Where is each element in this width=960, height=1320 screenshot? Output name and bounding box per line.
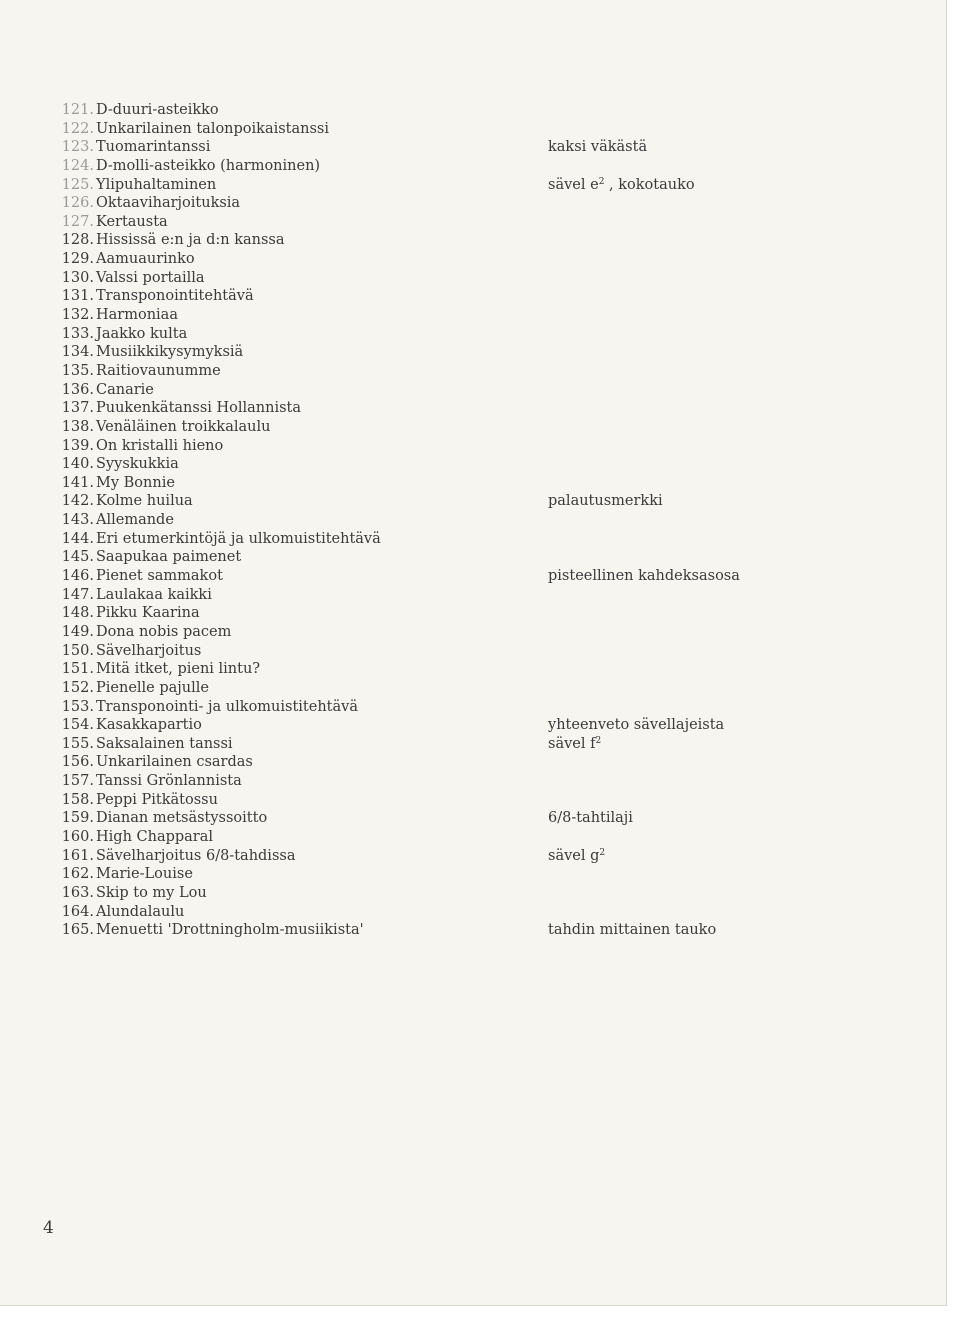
- entry-title: D-molli-asteikko (harmoninen): [96, 157, 321, 174]
- entry-title: Jaakko kulta: [96, 325, 188, 342]
- entry-title: Hississä e:n ja d:n kanssa: [96, 232, 285, 249]
- list-item: [58, 548, 758, 567]
- contents-list: [58, 101, 758, 940]
- entry-number: 149.: [61, 623, 94, 640]
- list-item: [58, 884, 758, 903]
- entry-title: Syyskukkia: [96, 456, 179, 473]
- list-item: [58, 437, 758, 456]
- entry-title: Transponointitehtävä: [96, 288, 254, 305]
- entry-note-text: sävel g: [548, 847, 600, 864]
- entry-number: 163.: [61, 884, 94, 901]
- list-item: [58, 586, 758, 605]
- entry-title: Marie-Louise: [96, 866, 193, 883]
- entry-number: 165.: [61, 922, 94, 939]
- list-item: [58, 847, 758, 866]
- entry-title: Oktaaviharjoituksia: [96, 195, 241, 212]
- entry-title: Valssi portailla: [96, 269, 205, 286]
- entry-title: Transponointi- ja ulkomuistitehtävä: [96, 698, 358, 715]
- entry-number: 131.: [61, 288, 94, 305]
- entry-note-text: 6/8-tahtilaji: [548, 810, 633, 827]
- entry-note: [548, 567, 740, 586]
- entry-number: 156.: [61, 754, 94, 771]
- list-item: [58, 287, 758, 306]
- list-item: [58, 903, 758, 922]
- list-item: [58, 604, 758, 623]
- entry-title: Allemande: [96, 512, 174, 529]
- entry-number: 162.: [61, 866, 94, 883]
- entry-number: 151.: [61, 661, 94, 678]
- entry-number: 152.: [61, 679, 94, 696]
- entry-title: Skip to my Lou: [96, 884, 207, 901]
- list-item: [58, 399, 758, 418]
- entry-title: Puukenkätanssi Hollannista: [96, 400, 302, 417]
- entry-note-suffix: , kokotauko: [604, 176, 695, 193]
- entry-note-text: kaksi väkästä: [548, 139, 648, 156]
- entry-number: 135.: [61, 362, 94, 379]
- entry-note: [548, 735, 601, 754]
- entry-number: 130.: [61, 269, 94, 286]
- entry-note: [548, 847, 605, 866]
- entry-note: [548, 716, 724, 735]
- entry-number: 122.: [61, 120, 94, 137]
- entry-title: Pienet sammakot: [96, 568, 223, 585]
- entry-title: Peppi Pitkätossu: [96, 791, 218, 808]
- list-item: [58, 325, 758, 344]
- entry-number: 140.: [61, 456, 94, 473]
- entry-number: 142.: [61, 493, 94, 510]
- entry-number: 143.: [61, 512, 94, 529]
- entry-title: Saapukaa paimenet: [96, 549, 242, 566]
- list-item: [58, 138, 758, 157]
- entry-title: Menuetti 'Drottningholm-musiikista': [96, 922, 364, 939]
- list-item: [58, 735, 758, 754]
- entry-number: 144.: [61, 530, 94, 547]
- entry-note: [548, 176, 695, 195]
- list-item: [58, 120, 758, 139]
- list-item: [58, 698, 758, 717]
- list-item: [58, 511, 758, 530]
- entry-title: Kasakkapartio: [96, 717, 202, 734]
- entry-number: 137.: [61, 400, 94, 417]
- entry-number: 150.: [61, 642, 94, 659]
- entry-title: Venäläinen troikkalaulu: [96, 418, 271, 435]
- entry-number: 153.: [61, 698, 94, 715]
- list-item: [58, 381, 758, 400]
- entry-title: Unkarilainen talonpoikaistanssi: [96, 120, 330, 137]
- entry-number: 154.: [61, 717, 94, 734]
- page-number: 4: [43, 1218, 54, 1238]
- list-item: [58, 642, 758, 661]
- entry-title: Eri etumerkintöjä ja ulkomuistitehtävä: [96, 530, 381, 547]
- list-item: [58, 660, 758, 679]
- list-item: [58, 362, 758, 381]
- entry-number: 138.: [61, 418, 94, 435]
- entry-number: 146.: [61, 568, 94, 585]
- list-item: [58, 343, 758, 362]
- entry-number: 129.: [61, 251, 94, 268]
- entry-title: Laulakaa kaikki: [96, 586, 212, 603]
- entry-title: Mitä itket, pieni lintu?: [96, 661, 261, 678]
- entry-note-text: yhteenveto sävellajeista: [548, 717, 725, 734]
- entry-number: 132.: [61, 307, 94, 324]
- entry-title: Unkarilainen csardas: [96, 754, 253, 771]
- list-item: [58, 492, 758, 511]
- list-item: [58, 231, 758, 250]
- entry-number: 147.: [61, 586, 94, 603]
- entry-title: Dona nobis pacem: [96, 623, 232, 640]
- entry-number: 141.: [61, 474, 94, 491]
- entry-number: 161.: [61, 847, 94, 864]
- entry-title: Dianan metsästyssoitto: [96, 810, 268, 827]
- list-item: [58, 716, 758, 735]
- entry-title: Saksalainen tanssi: [96, 735, 233, 752]
- entry-title: My Bonnie: [96, 474, 175, 491]
- entry-number: 139.: [61, 437, 94, 454]
- list-item: [58, 250, 758, 269]
- entry-number: 145.: [61, 549, 94, 566]
- entry-number: 155.: [61, 735, 94, 752]
- entry-number: 160.: [61, 828, 94, 845]
- entry-title: High Chapparal: [96, 828, 214, 845]
- entry-number: 158.: [61, 791, 94, 808]
- entry-title: Pienelle pajulle: [96, 679, 209, 696]
- list-item: [58, 474, 758, 493]
- entry-number: 126.: [61, 195, 94, 212]
- entry-title: Tanssi Grönlannista: [96, 773, 242, 790]
- list-item: [58, 567, 758, 586]
- entry-number: 124.: [61, 157, 94, 174]
- entry-title: Sävelharjoitus: [96, 642, 202, 659]
- entry-note-superscript: 2: [595, 735, 602, 746]
- entry-title: Kolme huilua: [96, 493, 193, 510]
- entry-title: Musiikkikysymyksiä: [96, 344, 244, 361]
- list-item: [58, 101, 758, 120]
- entry-number: 148.: [61, 605, 94, 622]
- entry-title: Aamuaurinko: [96, 251, 195, 268]
- list-item: [58, 213, 758, 232]
- list-item: [58, 157, 758, 176]
- list-item: [58, 772, 758, 791]
- list-item: [58, 921, 758, 940]
- entry-note: [548, 138, 647, 157]
- entry-title: On kristalli hieno: [96, 437, 224, 454]
- list-item: [58, 455, 758, 474]
- list-item: [58, 269, 758, 288]
- entry-number: 123.: [61, 139, 94, 156]
- list-item: [58, 530, 758, 549]
- entry-number: 133.: [61, 325, 94, 342]
- list-item: [58, 418, 758, 437]
- entry-note: [548, 809, 633, 828]
- entry-note-text: tahdin mittainen tauko: [548, 922, 717, 939]
- entry-title: D-duuri-asteikko: [96, 102, 219, 118]
- list-item: [58, 176, 758, 195]
- entry-title: Harmoniaa: [96, 307, 178, 324]
- entry-note: [548, 921, 716, 940]
- list-item: [58, 865, 758, 884]
- entry-number: 125.: [61, 176, 94, 193]
- entry-number: 127.: [61, 213, 94, 230]
- entry-number: 128.: [61, 232, 94, 249]
- entry-number: 164.: [61, 903, 94, 920]
- entry-number: 121.: [61, 102, 94, 118]
- list-item: [58, 753, 758, 772]
- entry-note-superscript: 2: [598, 176, 605, 187]
- entry-title: Ylipuhaltaminen: [96, 176, 217, 193]
- entry-title: Kertausta: [96, 213, 168, 230]
- list-item: [58, 791, 758, 810]
- entry-title: Pikku Kaarina: [96, 605, 200, 622]
- entry-note-text: sävel e: [548, 176, 599, 193]
- entry-note-superscript: 2: [599, 847, 606, 858]
- entry-number: 157.: [61, 773, 94, 790]
- entry-note-text: palautusmerkki: [548, 493, 663, 510]
- list-item: [58, 679, 758, 698]
- entry-title: Raitiovaunumme: [96, 362, 221, 379]
- entry-number: 159.: [61, 810, 94, 827]
- entry-title: Canarie: [96, 381, 154, 398]
- entry-note-text: pisteellinen kahdeksasosa: [548, 568, 740, 585]
- entry-note: [548, 492, 663, 511]
- list-item: [58, 306, 758, 325]
- list-item: [58, 828, 758, 847]
- list-item: [58, 194, 758, 213]
- entry-note-text: sävel f: [548, 735, 596, 752]
- entry-title: Tuomarintanssi: [96, 139, 211, 156]
- entry-number: 134.: [61, 344, 94, 361]
- list-item: [58, 623, 758, 642]
- list-item: [58, 809, 758, 828]
- entry-number: 136.: [61, 381, 94, 398]
- entry-title: Alundalaulu: [96, 903, 185, 920]
- entry-title: Sävelharjoitus 6/8-tahdissa: [96, 847, 296, 864]
